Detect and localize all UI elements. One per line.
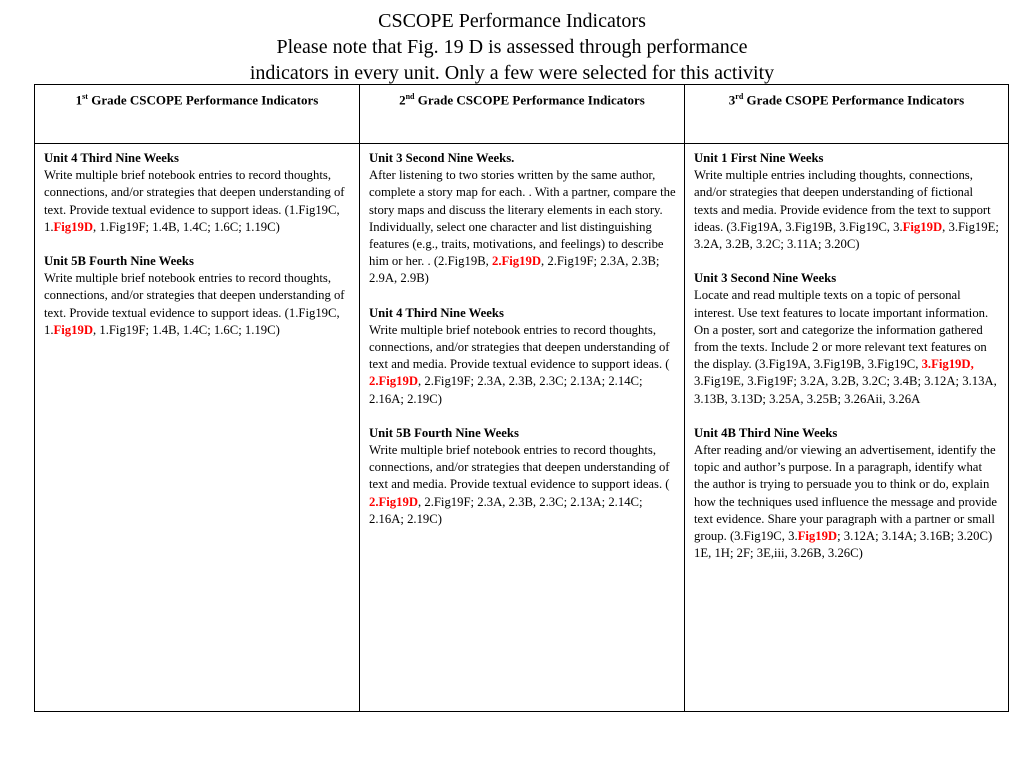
unit-section — [694, 150, 1000, 253]
unit-text-end: , 2.Fig19F; 2.3A, 2.3B; 2.9A, 2.9B) — [369, 254, 660, 286]
fig19d-highlight: Fig19D — [53, 322, 93, 337]
fig19d-highlight: 2.Fig19D — [369, 494, 418, 509]
unit-title: Unit 5B Fourth Nine Weeks — [44, 254, 194, 269]
unit-text: Write multiple brief notebook entries to record thoughts, connections, and/or strategies that deepen understanding of text. Provide textual evidence to support ideas. (1.Fig19C, 1. — [44, 168, 345, 234]
fig19d-highlight: 2.Fig19D — [369, 374, 418, 389]
unit-title: Unit 3 Second Nine Weeks — [694, 271, 837, 286]
unit-text: Write multiple brief notebook entries to record thoughts, connections, and/or strategies that deepen understanding of text and media. Provide textual evidence to support ideas. ( — [369, 443, 670, 492]
unit-text: Write multiple entries including thoughts, connections, and/or strategies that deepen understanding of fictional texts and media. Provide evidence from the text to support ideas. (3.Fig19A, 3.Fig19B, 3.Fig19C, 3. — [694, 168, 991, 234]
unit-text: Write multiple brief notebook entries to record thoughts, connections, and/or strategies that deepen understanding of text and media. Provide textual evidence to support ideas. ( — [369, 322, 670, 372]
performance-indicators-table — [34, 84, 1009, 712]
unit-text: After listening to two stories written by the same author, complete a story map for each. . With a partner, compare the story maps and discuss the literary elements in each story. Individually, select one character and list distinguishing features (e.g., traits, motivations, and feelings) to describe him or her. . (2.Fig19B, — [369, 168, 676, 269]
unit-text-end: , 2.Fig19F; 2.3A, 2.3B, 2.3C; 2.13A; 2.14C; 2.16A; 2.19C) — [369, 374, 643, 406]
fig19d-highlight: Fig19D — [53, 219, 93, 234]
fig19d-highlight: Fig19D — [902, 219, 943, 234]
unit-text-end: , 3.Fig19E; 3.2A, 3.2B, 3.2C; 3.11A; 3.20C) — [694, 219, 999, 252]
unit-section — [369, 150, 676, 288]
unit-text-end: , 2.Fig19F; 2.3A, 2.3B, 2.3C; 2.13A; 2.14C; 2.16A; 2.19C) — [369, 494, 643, 526]
unit-section — [44, 253, 351, 339]
title-line-2: Please note that Fig. 19 D is assessed through performance — [276, 36, 748, 58]
grade-3-cell — [685, 144, 1009, 712]
unit-section — [369, 305, 676, 408]
unit-title: Unit 4 Third Nine Weeks — [44, 151, 179, 165]
header-grade-1: 1st Grade CSCOPE Performance Indicators — [35, 85, 360, 144]
unit-section — [44, 150, 351, 236]
header-row — [35, 85, 1009, 144]
title-line-3: indicators in every unit. Only a few were selected for this activity — [249, 62, 775, 84]
title-line-1: CSCOPE Performance Indicators — [378, 10, 646, 32]
header-grade-3: 3rd Grade CSOPE Performance Indicators — [685, 85, 1009, 144]
unit-text: After reading and/or viewing an advertisement, identify the topic and author’s purpose. In a paragraph, identify what the author is trying to persuade you to think or do, explain how the techniques used influence the message and provide text evidence. Share your paragraph with a partner or small group. (3.Fig19C, 3. — [694, 443, 997, 544]
page-title — [0, 8, 1024, 86]
header-grade-2: 2nd Grade CSCOPE Performance Indicators — [360, 85, 685, 144]
unit-text: Locate and read multiple texts on a topic of personal interest. Use text features to locate important information. On a poster, sort and categorize the information gathered from the texts. Include 2 or more relevant text features on the display. (3.Fig19A, 3.Fig19B, 3.Fig19C, — [694, 288, 989, 372]
unit-title: Unit 4 Third Nine Weeks — [369, 305, 504, 320]
unit-title: Unit 5B Fourth Nine Weeks — [369, 425, 519, 440]
content-row — [35, 144, 1009, 712]
fig19d-highlight: 3.Fig19D, — [921, 357, 974, 372]
unit-title: Unit 1 First Nine Weeks — [694, 151, 824, 165]
grade-2-cell — [360, 144, 685, 712]
unit-section — [694, 270, 1000, 408]
unit-text-end: , 1.Fig19F; 1.4B, 1.4C; 1.6C; 1.19C) — [93, 219, 280, 234]
unit-section — [369, 425, 676, 528]
unit-title: Unit 4B Third Nine Weeks — [694, 425, 838, 440]
fig19d-highlight: Fig19D — [797, 529, 838, 544]
unit-text-end: , 1.Fig19F; 1.4B, 1.4C; 1.6C; 1.19C) — [93, 322, 280, 337]
unit-text: Write multiple brief notebook entries to record thoughts, connections, and/or strategies that deepen understanding of text. Provide textual evidence to support ideas. (1.Fig19C, 1. — [44, 271, 345, 337]
grade-1-cell — [35, 144, 360, 712]
unit-text-end: 3.Fig19E, 3.Fig19F; 3.2A, 3.2B, 3.2C; 3.4B; 3.12A; 3.13A, 3.13B, 3.13D; 3.25A, 3.25B; 3.26Aii, 3.26A — [694, 374, 997, 406]
fig19d-highlight: 2.Fig19D — [492, 254, 541, 269]
unit-title: Unit 3 Second Nine Weeks. — [369, 151, 515, 165]
unit-text-end: ; 3.12A; 3.14A; 3.16B; 3.20C) 1E, 1H; 2F; 3E,iii, 3.26B, 3.26C) — [694, 529, 993, 561]
unit-section — [694, 425, 1000, 563]
